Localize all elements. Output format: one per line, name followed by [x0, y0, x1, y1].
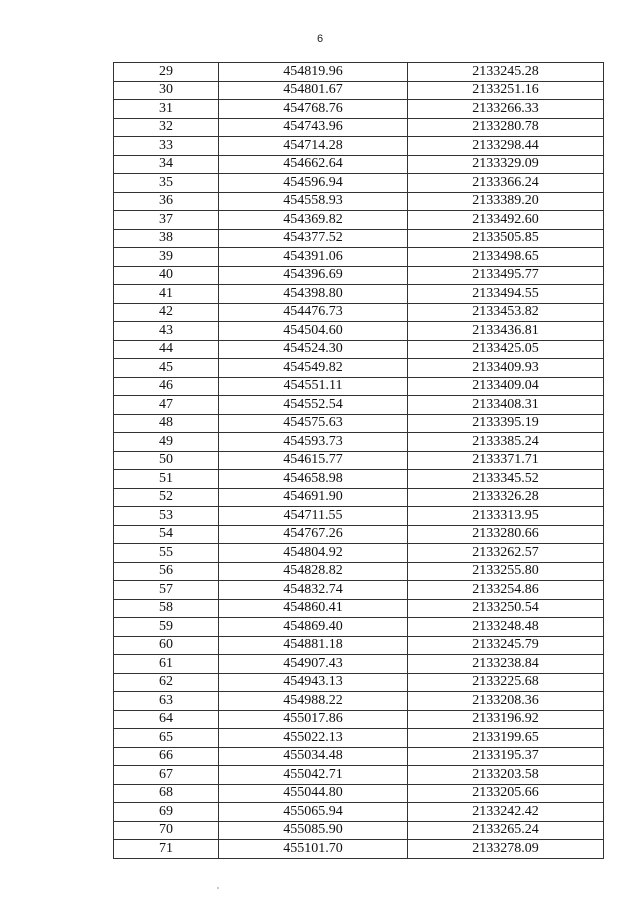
table-row	[114, 729, 604, 748]
table-row	[114, 285, 604, 304]
point-number-cell: 51	[114, 470, 219, 489]
x-coordinate-cell: 454593.73	[219, 433, 408, 452]
table-row	[114, 599, 604, 618]
y-coordinate-cell: 2133248.48	[408, 618, 604, 637]
x-coordinate-cell: 455034.48	[219, 747, 408, 766]
table-row	[114, 655, 604, 674]
x-coordinate-cell: 454575.63	[219, 414, 408, 433]
point-number-cell: 48	[114, 414, 219, 433]
table-row	[114, 414, 604, 433]
y-coordinate-cell: 2133250.54	[408, 599, 604, 618]
x-coordinate-cell: 454828.82	[219, 562, 408, 581]
y-coordinate-cell: 2133298.44	[408, 137, 604, 156]
x-coordinate-cell: 454369.82	[219, 211, 408, 230]
y-coordinate-cell: 2133408.31	[408, 396, 604, 415]
table-row	[114, 100, 604, 119]
table-row	[114, 137, 604, 156]
point-number-cell: 44	[114, 340, 219, 359]
x-coordinate-cell: 454396.69	[219, 266, 408, 285]
table-row	[114, 636, 604, 655]
x-coordinate-cell: 455022.13	[219, 729, 408, 748]
table-row	[114, 118, 604, 137]
x-coordinate-cell: 454524.30	[219, 340, 408, 359]
point-number-cell: 64	[114, 710, 219, 729]
y-coordinate-cell: 2133254.86	[408, 581, 604, 600]
x-coordinate-cell: 454615.77	[219, 451, 408, 470]
table-row	[114, 322, 604, 341]
y-coordinate-cell: 2133266.33	[408, 100, 604, 119]
coordinates-table-body	[114, 63, 604, 859]
table-row	[114, 692, 604, 711]
y-coordinate-cell: 2133492.60	[408, 211, 604, 230]
x-coordinate-cell: 454549.82	[219, 359, 408, 378]
table-row	[114, 803, 604, 822]
y-coordinate-cell: 2133208.36	[408, 692, 604, 711]
x-coordinate-cell: 454391.06	[219, 248, 408, 267]
point-number-cell: 40	[114, 266, 219, 285]
y-coordinate-cell: 2133203.58	[408, 766, 604, 785]
x-coordinate-cell: 454768.76	[219, 100, 408, 119]
point-number-cell: 30	[114, 81, 219, 100]
table-row	[114, 155, 604, 174]
x-coordinate-cell: 454943.13	[219, 673, 408, 692]
point-number-cell: 67	[114, 766, 219, 785]
x-coordinate-cell: 454596.94	[219, 174, 408, 193]
y-coordinate-cell: 2133280.66	[408, 525, 604, 544]
x-coordinate-cell: 454988.22	[219, 692, 408, 711]
y-coordinate-cell: 2133278.09	[408, 840, 604, 859]
point-number-cell: 61	[114, 655, 219, 674]
table-row	[114, 525, 604, 544]
point-number-cell: 57	[114, 581, 219, 600]
coordinates-table	[113, 62, 604, 859]
point-number-cell: 71	[114, 840, 219, 859]
x-coordinate-cell: 454551.11	[219, 377, 408, 396]
point-number-cell: 37	[114, 211, 219, 230]
page-number: 6	[316, 33, 324, 45]
x-coordinate-cell: 455042.71	[219, 766, 408, 785]
point-number-cell: 47	[114, 396, 219, 415]
x-coordinate-cell: 454552.54	[219, 396, 408, 415]
y-coordinate-cell: 2133225.68	[408, 673, 604, 692]
y-coordinate-cell: 2133495.77	[408, 266, 604, 285]
y-coordinate-cell: 2133313.95	[408, 507, 604, 526]
point-number-cell: 69	[114, 803, 219, 822]
table-row	[114, 710, 604, 729]
y-coordinate-cell: 2133494.55	[408, 285, 604, 304]
point-number-cell: 36	[114, 192, 219, 211]
table-row	[114, 470, 604, 489]
y-coordinate-cell: 2133389.20	[408, 192, 604, 211]
y-coordinate-cell: 2133436.81	[408, 322, 604, 341]
table-row	[114, 359, 604, 378]
y-coordinate-cell: 2133262.57	[408, 544, 604, 563]
x-coordinate-cell: 455044.80	[219, 784, 408, 803]
y-coordinate-cell: 2133238.84	[408, 655, 604, 674]
point-number-cell: 31	[114, 100, 219, 119]
y-coordinate-cell: 2133505.85	[408, 229, 604, 248]
x-coordinate-cell: 454398.80	[219, 285, 408, 304]
y-coordinate-cell: 2133195.37	[408, 747, 604, 766]
x-coordinate-cell: 454860.41	[219, 599, 408, 618]
table-row	[114, 562, 604, 581]
table-row	[114, 433, 604, 452]
y-coordinate-cell: 2133251.16	[408, 81, 604, 100]
table-row	[114, 507, 604, 526]
table-row	[114, 821, 604, 840]
y-coordinate-cell: 2133385.24	[408, 433, 604, 452]
table-row	[114, 673, 604, 692]
table-row	[114, 451, 604, 470]
point-number-cell: 56	[114, 562, 219, 581]
point-number-cell: 62	[114, 673, 219, 692]
point-number-cell: 50	[114, 451, 219, 470]
y-coordinate-cell: 2133196.92	[408, 710, 604, 729]
point-number-cell: 53	[114, 507, 219, 526]
point-number-cell: 65	[114, 729, 219, 748]
y-coordinate-cell: 2133255.80	[408, 562, 604, 581]
table-row	[114, 229, 604, 248]
x-coordinate-cell: 454662.64	[219, 155, 408, 174]
table-row	[114, 303, 604, 322]
table-row	[114, 747, 604, 766]
y-coordinate-cell: 2133409.93	[408, 359, 604, 378]
point-number-cell: 54	[114, 525, 219, 544]
y-coordinate-cell: 2133242.42	[408, 803, 604, 822]
point-number-cell: 33	[114, 137, 219, 156]
y-coordinate-cell: 2133366.24	[408, 174, 604, 193]
y-coordinate-cell: 2133395.19	[408, 414, 604, 433]
table-row	[114, 618, 604, 637]
x-coordinate-cell: 455017.86	[219, 710, 408, 729]
point-number-cell: 52	[114, 488, 219, 507]
x-coordinate-cell: 454658.98	[219, 470, 408, 489]
point-number-cell: 32	[114, 118, 219, 137]
point-number-cell: 35	[114, 174, 219, 193]
x-coordinate-cell: 454801.67	[219, 81, 408, 100]
y-coordinate-cell: 2133371.71	[408, 451, 604, 470]
table-row	[114, 174, 604, 193]
table-row	[114, 266, 604, 285]
table-row	[114, 581, 604, 600]
point-number-cell: 68	[114, 784, 219, 803]
x-coordinate-cell: 455101.70	[219, 840, 408, 859]
table-row	[114, 192, 604, 211]
x-coordinate-cell: 454881.18	[219, 636, 408, 655]
x-coordinate-cell: 454711.55	[219, 507, 408, 526]
point-number-cell: 39	[114, 248, 219, 267]
x-coordinate-cell: 454743.96	[219, 118, 408, 137]
point-number-cell: 41	[114, 285, 219, 304]
y-coordinate-cell: 2133265.24	[408, 821, 604, 840]
table-row	[114, 766, 604, 785]
point-number-cell: 45	[114, 359, 219, 378]
x-coordinate-cell: 454377.52	[219, 229, 408, 248]
y-coordinate-cell: 2133329.09	[408, 155, 604, 174]
point-number-cell: 42	[114, 303, 219, 322]
x-coordinate-cell: 454819.96	[219, 63, 408, 82]
x-coordinate-cell: 454476.73	[219, 303, 408, 322]
point-number-cell: 66	[114, 747, 219, 766]
y-coordinate-cell: 2133205.66	[408, 784, 604, 803]
table-row	[114, 340, 604, 359]
table-row	[114, 396, 604, 415]
table-row	[114, 81, 604, 100]
y-coordinate-cell: 2133409.04	[408, 377, 604, 396]
table-row	[114, 63, 604, 82]
point-number-cell: 70	[114, 821, 219, 840]
point-number-cell: 58	[114, 599, 219, 618]
x-coordinate-cell: 454804.92	[219, 544, 408, 563]
y-coordinate-cell: 2133245.79	[408, 636, 604, 655]
y-coordinate-cell: 2133280.78	[408, 118, 604, 137]
table-row	[114, 544, 604, 563]
x-coordinate-cell: 454907.43	[219, 655, 408, 674]
table-row	[114, 211, 604, 230]
y-coordinate-cell: 2133345.52	[408, 470, 604, 489]
table-row	[114, 784, 604, 803]
y-coordinate-cell: 2133245.28	[408, 63, 604, 82]
x-coordinate-cell: 454504.60	[219, 322, 408, 341]
point-number-cell: 43	[114, 322, 219, 341]
table-row	[114, 377, 604, 396]
table-row	[114, 248, 604, 267]
x-coordinate-cell: 454714.28	[219, 137, 408, 156]
x-coordinate-cell: 454558.93	[219, 192, 408, 211]
scan-speck	[217, 887, 219, 889]
table-row	[114, 840, 604, 859]
y-coordinate-cell: 2133498.65	[408, 248, 604, 267]
x-coordinate-cell: 454767.26	[219, 525, 408, 544]
point-number-cell: 59	[114, 618, 219, 637]
point-number-cell: 63	[114, 692, 219, 711]
y-coordinate-cell: 2133326.28	[408, 488, 604, 507]
point-number-cell: 46	[114, 377, 219, 396]
x-coordinate-cell: 454869.40	[219, 618, 408, 637]
y-coordinate-cell: 2133453.82	[408, 303, 604, 322]
x-coordinate-cell: 455085.90	[219, 821, 408, 840]
point-number-cell: 60	[114, 636, 219, 655]
y-coordinate-cell: 2133199.65	[408, 729, 604, 748]
table-row	[114, 488, 604, 507]
point-number-cell: 55	[114, 544, 219, 563]
x-coordinate-cell: 454691.90	[219, 488, 408, 507]
x-coordinate-cell: 455065.94	[219, 803, 408, 822]
point-number-cell: 29	[114, 63, 219, 82]
y-coordinate-cell: 2133425.05	[408, 340, 604, 359]
point-number-cell: 34	[114, 155, 219, 174]
x-coordinate-cell: 454832.74	[219, 581, 408, 600]
point-number-cell: 49	[114, 433, 219, 452]
point-number-cell: 38	[114, 229, 219, 248]
